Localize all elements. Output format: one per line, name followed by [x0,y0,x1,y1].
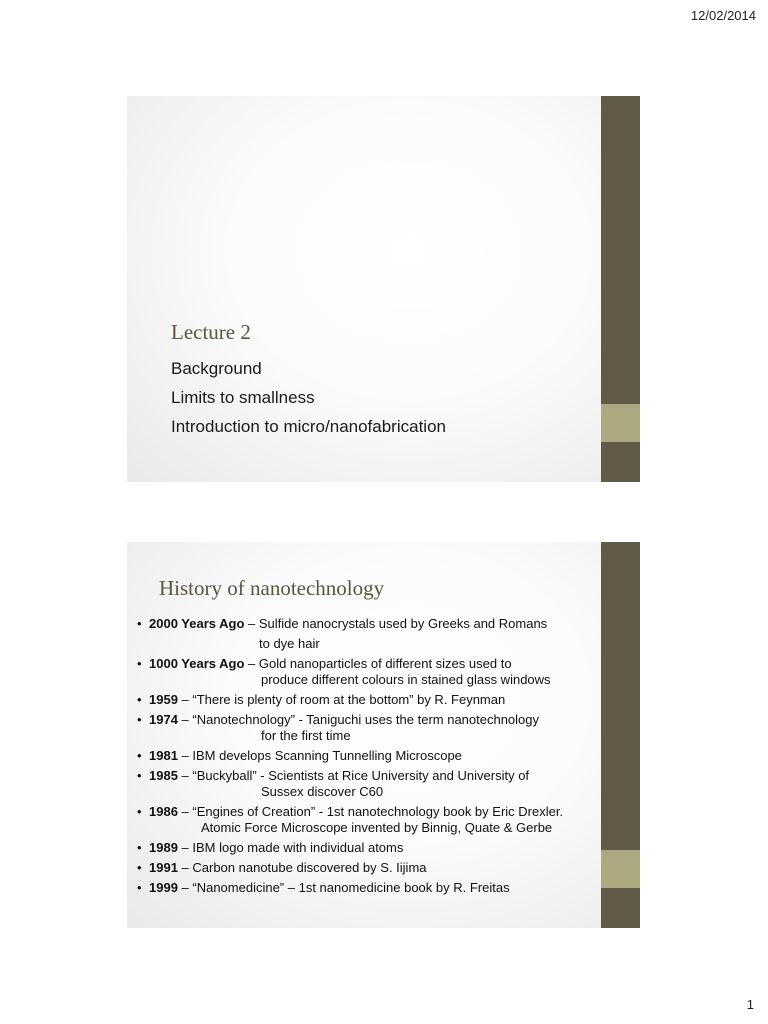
history-item [135,692,605,708]
history-year: 1999 [149,880,178,895]
bullet-icon: • [137,616,142,631]
history-continuation: produce different colours in stained glass windows [261,672,551,687]
history-year: 1000 Years Ago [149,656,245,671]
bullet-icon: • [137,692,142,707]
history-text: – IBM logo made with individual atoms [177,840,404,855]
history-text: – IBM develops Scanning Tunnelling Microscope [177,748,462,763]
history-item [135,616,605,652]
history-text: – “Buckyball” - Scientists at Rice University and University of [177,768,530,783]
history-continuation: Atomic Force Microscope invented by Binnig, Quate & Gerbe [201,820,553,835]
history-year: 1981 [149,748,178,763]
slide-title: Lecture 2 [171,320,251,344]
history-year: 1991 [149,860,178,875]
history-item [135,656,605,688]
history-item [135,860,605,876]
history-continuation: Sussex discover C60 [261,784,384,799]
subtitle-item: Background [171,359,262,378]
history-year: 1974 [149,712,178,727]
page-date: 12/02/2014 [690,8,756,23]
bullet-icon: • [137,748,142,763]
history-text: – Gold nanoparticles of different sizes used to [244,656,512,671]
bullet-icon: • [137,656,142,671]
history-item [135,712,605,744]
subtitle-item: Introduction to micro/nanofabrication [171,417,446,436]
history-item [135,768,605,800]
history-text: – “Nanomedicine” – 1st nanomedicine book by R. Freitas [177,880,510,895]
history-text: – “Engines of Creation” - 1st nanotechnology book by Eric Drexler. [177,804,564,819]
slide-title: History of nanotechnology [159,576,385,600]
history-continuation: for the first time [261,728,351,743]
history-item [135,748,605,764]
slide-sidebar-accent [601,850,640,888]
history-text: – Carbon nanotube discovered by S. Iijima [177,860,427,875]
subtitle-list [171,354,446,441]
history-year: 1959 [149,692,178,707]
history-year: 1985 [149,768,178,783]
bullet-icon: • [137,804,142,819]
bullet-icon: • [137,880,142,895]
bullet-icon: • [137,768,142,783]
page-number: 1 [746,997,754,1012]
slide-sidebar-accent [601,404,640,442]
slide-history [127,542,640,928]
history-text: – “There is plenty of room at the bottom” by R. Feynman [177,692,506,707]
history-item [135,804,605,836]
bullet-icon: • [137,712,142,727]
history-continuation: to dye hair [259,636,320,651]
slide-lecture-title [127,96,640,482]
history-text: – Sulfide nanocrystals used by Greeks and Romans [244,616,548,631]
bullet-icon: • [137,860,142,875]
history-year: 2000 Years Ago [149,616,245,631]
history-text: – “Nanotechnology” - Taniguchi uses the term nanotechnology [177,712,540,727]
bullet-icon: • [137,840,142,855]
subtitle-item: Limits to smallness [171,388,315,407]
history-year: 1986 [149,804,178,819]
history-item [135,880,605,896]
history-year: 1989 [149,840,178,855]
history-list [135,616,605,900]
history-item [135,840,605,856]
